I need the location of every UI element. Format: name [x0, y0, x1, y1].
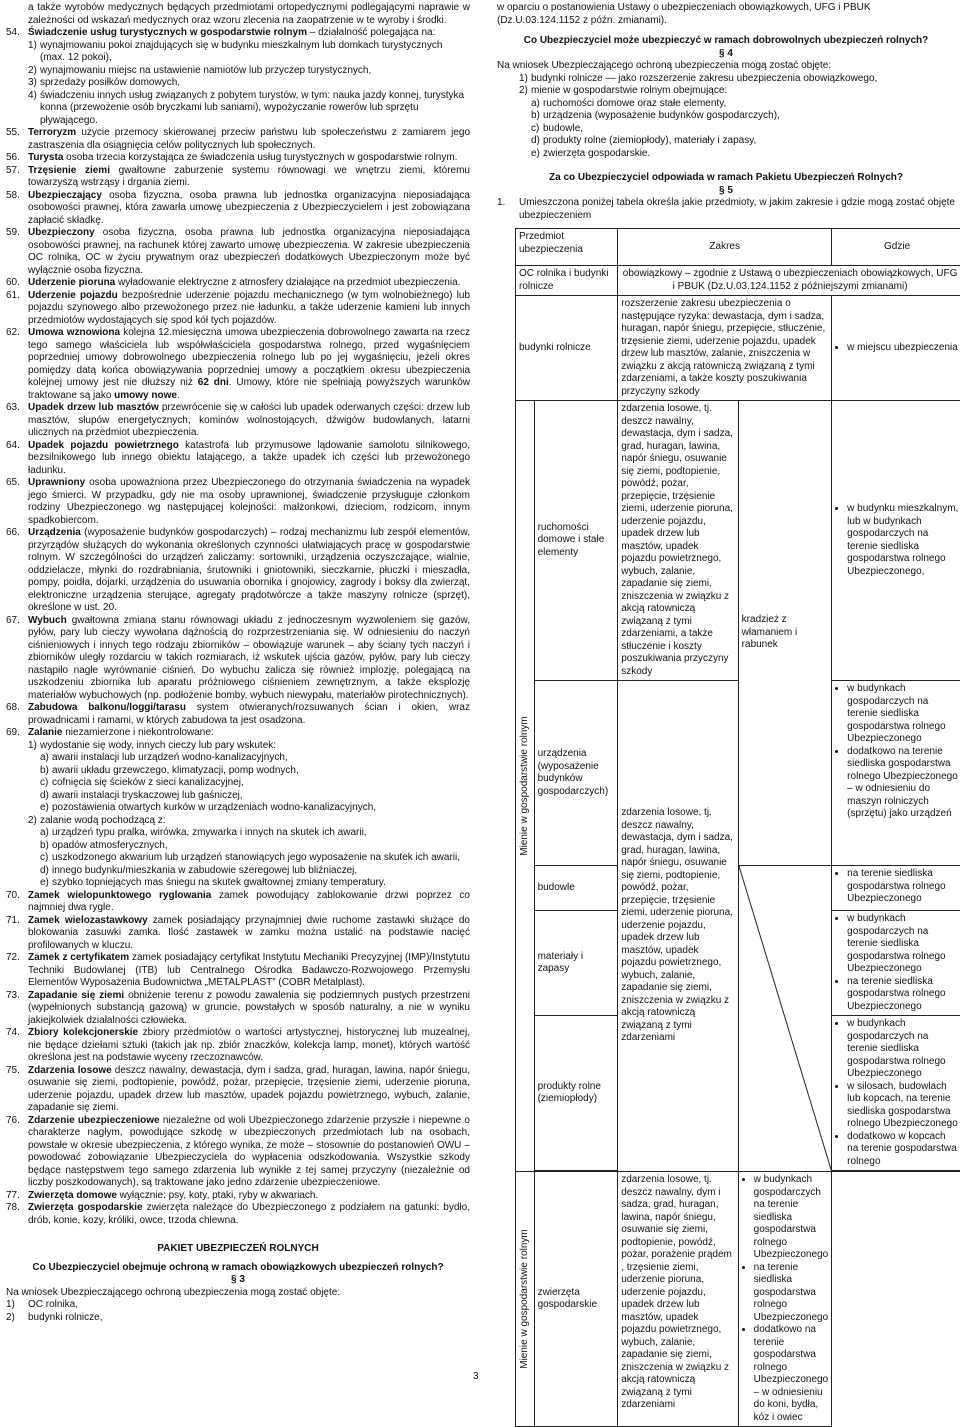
paragraph-text: Na wniosek Ubezpieczającego ochroną ubezpieczenia mogą zostać objęte:	[6, 1287, 470, 1300]
definition-75: 75. Zdarzenia losowe deszcz nawalny, dewastacja, dym i sadza, grad, huragan, lawina, napór śniegu, osuwanie się ziemi, podtopienie, powódź, pożar, przepięcie, trzęsienie ziemi, uderzenie pioruna, uderzenie pojazdu, upadek drzew lub masztów, upadek pojazdu powietrznego, wybuch, zalanie, zapadanie się ziemi.	[6, 1065, 470, 1115]
question-heading: Co Ubezpieczyciel może ubezpieczyć w ramach dobrowolnych ubezpieczeń rolnych?	[497, 35, 955, 48]
table-cell: obowiązkowy – zgodnie z Ustawą o ubezpieczeniach obowiązkowych, UFG i PBUK (Dz.U.03.124.1152 z późniejszymi zmianami)	[618, 266, 960, 296]
list-item: 1) OC rolnika,	[6, 1299, 470, 1312]
paragraph-item: 1. Umieszczona poniżej tabela określa jakie przedmioty, w jakim zakresie i gdzie mogą zostać objęte ubezpieczeniem	[497, 197, 955, 222]
list-subitem: e) zwierzęta gospodarskie.	[497, 148, 955, 161]
definition-53-continuation: a także wyrobów medycznych będących przedmiotami ortopedycznymi podlegającymi naprawie w zależności od wskazań medycznych oraz wzoru zlecenia na zaopatrzenie w te wyroby i środki.	[6, 2, 470, 27]
diagonal-cell	[738, 866, 832, 1172]
paragraph-number: § 5	[497, 185, 955, 198]
definition-63: 63. Upadek drzew lub masztów przewrócenie się w całości lub upadek oderwanych części: drzew lub masztów, słupów energetycznych, kominów wolnostojących, dźwigów budowlanych, latarni ulicznych na przedmiot ubezpieczenia.	[6, 402, 470, 440]
paragraph-text: w oparciu o postanowienia Ustawy o ubezpieczeniach obowiązkowych, UFG i PBUK (Dz.U.03.124.1152 z późn. zmianami).	[497, 2, 955, 27]
definition-57: 57. Trzęsienie ziemi gwałtowne zaburzenie systemu równowagi we wnętrzu ziemi, któremu towarzyszą wstrząsy i drgania ziemi.	[6, 165, 470, 190]
definition-73: 73. Zapadanie się ziemi obniżenie terenu z powodu zawalenia się podziemnych pustych przestrzeni (wypełnionych substancją gazową) w gruncie, powstałych w sposób naturalny, a nie w wyniku jakiejkolwiek działalności człowieka.	[6, 990, 470, 1028]
table-cell: • w budynkach gospodarczych na terenie siedliska gospodarstwa rolnego Ubezpieczonego • na terenie siedliska gospodarstwa rolnego Ubezpieczonego	[832, 911, 960, 1016]
definition-72: 72. Zamek z certyfikatem zamek posiadający certyfikat Instytutu Mechaniki Precyzyjnej (IMP)/Instytutu Techniki Budowlanej (ITB) lub Centralnego Ośrodka Badawczo-Rozwojowego Przemysłu Elementów Wyposażenia Budownictwa „METALPLAST” (COBR Metalplast).	[6, 952, 470, 990]
list-item: 1) budynki rolnicze — jako rozszerzenie zakresu ubezpieczenia obowiązkowego,	[497, 73, 955, 86]
table-row	[516, 681, 960, 866]
definition-62: 62. Umowa wznowiona kolejna 12.miesięczna umowa ubezpieczenia dobrowolnego zawarta na rzecz tego samego właściciela lub współwłaściciela gospodarstwa rolnego, przed wygaśnięciem poprzedniej umowy dobrowolnego ubezpieczenia rolnego lub po jej wygaśnięciu, jeżeli okres pomiędzy datą końca obowiązywania poprzedniej umowy a początkiem okresu ubezpieczenia kolejnej umowy jest nie dłuższy niż 62 dni. Umowy, które nie spełniają powyższych warunków traktowane są jako umowy nowe.	[6, 327, 470, 402]
table-cell: • w budynkach gospodarczych na terenie siedliska gospodarstwa rolnego Ubezpieczonego • na terenie siedliska gospodarstwa rolnego Ubezpieczonego • dodatkowo na terenie gospodarstwa rolnego Ubezpieczonego – w odniesieniu do koni, bydła, kóz i owiec	[738, 1172, 832, 1427]
table-cell: materiały i zapasy	[534, 911, 618, 1016]
definition-55: 55. Terroryzm użycie przemocy skierowanej przeciw państwu lub społeczeństwu z zamiarem jego zastraszenia dla osiągnięcia celów politycznych lub społecznych.	[6, 127, 470, 152]
definition-64: 64. Upadek pojazdu powietrznego katastrofa lub przymusowe lądowanie samolotu silnikowego, bezsilnikowego lub innego obiektu latającego, a także upadek ich części lub przewożonego ładunku.	[6, 440, 470, 478]
coverage-table	[515, 228, 960, 1427]
definition-61: 61. Uderzenie pojazdu bezpośrednie uderzenie pojazdu mechanicznego (w tym wolnobieżnego) lub pojazdu szynowego albo przewożonego przez nie ładunku, a także uderzenie kamieni lub innych przedmiotów wydostających się spod kół tych pojazdów.	[6, 290, 470, 328]
definition-69-item: 2) zalanie wodą pochodzącą z:	[6, 815, 470, 828]
right-column	[497, 2, 955, 1427]
table-cell: • na terenie siedliska gospodarstwa rolnego Ubezpieczonego	[832, 866, 960, 911]
table-cell: rozszerzenie zakresu ubezpieczenia o następujące ryzyka: dewastacja, dym i sadza, huragan, napór śniegu, przepięcie, stłuczenie, trzęsienie ziemi, uderzenie pojazdu, upadek drzew lub masztów, zalanie, zniszczenia w związku z akcją ratowniczą związaną z tymi zdarzeniami, a także koszty poszukiwania przyczyny szkody	[618, 296, 832, 401]
definition-67: 67. Wybuch gwałtowna zmiana stanu równowagi układu z jednoczesnym wyzwoleniem się gazów, pyłów, pary lub cieczy wywołana dążnością do rozprzestrzeniania się. W odniesieniu do naczyń ciśnieniowych i innych tego rodzaju zbiorników – obowiązuje warunek – aby ściany tych naczyń i zbiorników uległy rozdarciu w takich rozmiarach, iż wskutek ujścia gazów, pyłów, pary lub cieczy nastąpiło nagłe wyrównanie ciśnień. Do wybuchu zalicza się również implozję, polegającą na uszkodzeniu zbiornika lub aparatu próżniowego ciśnieniem zewnętrznym, a także eksplozję materiałów wybuchowych (np. podłożenie bomby, wybuch niewypału, materiałów pirotechnicznych).	[6, 615, 470, 703]
table-row	[516, 1172, 960, 1427]
definition-71: 71. Zamek wielozastawkowy zamek posiadający przynajmniej dwie ruchome zastawki służące do blokowania zasuwki zamka. Ilość zastawek w zamku można ustalić na podstawie nacięć profilowanych w kluczu.	[6, 915, 470, 953]
definition-69-subitem: d) innego budynku/mieszkania w zabudowie szeregowej lub bliźniaczej,	[6, 865, 470, 878]
definition-68: 68. Zabudowa balkonu/loggi/tarasu system otwieranych/rozsuwanych ścian i okien, wraz prowadnicami i ramami, w których zabudowa ta jest osadzona.	[6, 702, 470, 727]
definition-74: 74. Zbiory kolekcjonerskie zbiory przedmiotów o wartości artystycznej, historycznej lub muzealnej, nie będące dziełami sztuki (takich jak np. zbiór znaczków, kolekcja lamp, monet), których wartość określona jest na podstawie wyceny rzeczoznawców.	[6, 1027, 470, 1065]
definition-69-subitem: c) uszkodzonego akwarium lub urządzeń stanowiących jego wyposażenie na skutek ich awarii,	[6, 852, 470, 865]
definition-66: 66. Urządzenia (wyposażenie budynków gospodarczych) – rodzaj mechanizmu lub zespół elementów, przyrządów służących do wykonania określonych czynności ułatwiających pracę w gospodarstwie rolnym. W szczególności do urządzeń zaliczamy: sortowniki, urządzenia oczyszczające, wialnie, oddzielacze, młynki do rozdrabniania, śrutowniki i gniotowniki, sieczkarnie, płuczki i mieszadła, pompy, poidła, dojarki, urządzenia do usuwania obornika i gnojowicy, zagrody i boksy dla zwierząt, elektroniczne urządzenia sterujące, agregaty prądotwórcze a także maszyny rolnicze (sprzęt), określone w ust. 20.	[6, 527, 470, 615]
question-heading: Co Ubezpieczyciel obejmuje ochroną w ramach obowiązkowych ubezpieczeń rolnych?	[6, 1262, 470, 1275]
definition-65: 65. Uprawniony osoba upoważniona przez Ubezpieczonego do otrzymania świadczenia na wypadek jego śmierci. W przypadku, gdy nie ma osoby uprawnionej, świadczenie przysługuje członkom rodziny Ubezpieczonego wg następującej kolejności: małżonkowi, dzieciom, rodzicom, innym spadkobiercom.	[6, 477, 470, 527]
table-cell: kradzież z włamaniem i rabunek	[738, 401, 832, 866]
table-cell: ruchomości domowe i stałe elementy	[534, 401, 618, 681]
table-cell: • w budynku mieszkalnym, lub w budynkach gospodarczych na terenie siedliska gospodarstwa rolnego Ubezpieczonego,	[832, 401, 960, 681]
definition-60: 60. Uderzenie pioruna wyładowanie elektryczne z atmosfery działające na przedmiot ubezpieczenia.	[6, 277, 470, 290]
definition-54-item: 3) sprzedaży posiłków domowych,	[6, 77, 470, 90]
table-cell: zwierzęta gospodarskie	[534, 1172, 618, 1427]
definition-54-item: 1) wynajmowaniu pokoi znajdujących się w budynku mieszkalnym lub domkach turystycznych (max. 12 pokoi),	[6, 40, 470, 65]
table-row	[516, 866, 960, 911]
table-row	[516, 266, 960, 296]
definition-58: 58. Ubezpieczający osoba fizyczna, osoba prawna lub jednostka organizacyjna nieposiadająca osobowości prawnej, która zawarła umowę ubezpieczenia z Ubezpieczycielem i jest zobowiązana zapłacić składkę.	[6, 190, 470, 228]
question-heading: Za co Ubezpieczyciel odpowiada w ramach Pakietu Ubezpieczeń Rolnych?	[497, 172, 955, 185]
list-subitem: d) produkty rolne (ziemiopłody), materiały i zapasy,	[497, 135, 955, 148]
table-cell: zdarzenia losowe, tj. deszcz nawalny, dewastacja, dym i sadza, grad, huragan, lawina, napór śniegu, osuwanie się ziemi, podtopienie, powódź, pożar, przepięcie, trzęsienie ziemi, uderzenie pioruna, uderzenie pojazdu, upadek drzew lub masztów, upadek pojazdu powietrznego, wybuch, zalanie, zapadanie się ziemi, zniszczenia w związku z akcją ratowniczą związaną z tymi zdarzeniami	[618, 681, 738, 1172]
definition-54: 54. Świadczenie usług turystycznych w gospodarstwie rolnym – działalność polegająca na:	[6, 27, 470, 40]
vertical-label: Mienie w gospodarstwie rolnym	[516, 401, 535, 1172]
table-cell: zdarzenia losowe, tj. deszcz nawalny, dym i sadza, grad, huragan, lawina, napór śniegu, osuwanie się ziemi, podtopienie, powódź, pożar, porażenie prądem , trzęsienie ziemi, uderzenie pioruna, uderzenie pojazdu, upadek drzew lub masztów, upadek pojazdu powietrznego, wybuch, zalanie, zapadanie się ziemi, zniszczenia w związku z akcją ratowniczą związaną z tymi zdarzeniami	[618, 1172, 738, 1427]
table-cell: produkty rolne (ziemiopłody)	[534, 1016, 618, 1171]
table-cell: • w budynkach gospodarczych na terenie siedliska gospodarstwa rolnego Ubezpieczonego • w silosach, budowlach lub kopcach, na terenie siedliska gospodarstwa rolnego Ubezpieczonego • dodatkowo w kopcach na terenie gospodarstwa rolnego	[832, 1016, 960, 1171]
definition-59: 59. Ubezpieczony osoba fizyczna, osoba prawna lub jednostka organizacyjna nieposiadająca osobowości prawnej, na rachunek której zawarto umowę ubezpieczenia. W zakresie ubezpieczenia OC rolnika, OC w życiu prywatnym oraz ubezpieczeń dodatkowych Ubezpieczonym może być wyłącznie osoba fizyczna.	[6, 227, 470, 277]
definition-69-subitem: b) awarii układu grzewczego, klimatyzacji, pomp wodnych,	[6, 765, 470, 778]
list-subitem: a) ruchomości domowe oraz stałe elementy,	[497, 98, 955, 111]
paragraph-text: Na wniosek Ubezpieczającego ochroną ubezpieczenia mogą zostać objęte:	[497, 60, 955, 73]
definition-69-subitem: b) opadów atmosferycznych,	[6, 840, 470, 853]
table-cell: budynki rolnicze	[516, 296, 618, 401]
definition-76: 76. Zdarzenie ubezpieczeniowe niezależne od woli Ubezpieczonego zdarzenie przyszłe i niepewne o charakterze nagłym, powodujące szkodę w ubezpieczonych przedmiotach lub na osobach, powstałe w okresie ubezpieczenia, z którego wynika, że może – stosownie do postanowień OWU – powodować zobowiązanie Ubezpieczyciela do wypłacenia odszkodowania. Wszystkie szkody będące następstwem tego samego zdarzenia lub wynikłe z tej samej przyczyny (niezależnie od liczby poszkodowanych), są traktowane jako jedno zdarzenie ubezpieczeniowe.	[6, 1115, 470, 1190]
table-header-row	[516, 229, 960, 266]
table-cell: • w budynkach gospodarczych na terenie siedliska gospodarstwa rolnego Ubezpieczonego • dodatkowo na terenie siedliska gospodarstwa rolnego Ubezpieczonego – w odniesieniu do maszyn rolniczych (sprzętu) jako urządzeń	[832, 681, 960, 866]
table-row	[516, 296, 960, 401]
definition-69-subitem: e) pozostawienia otwartych kurków w urządzeniach wodno-kanalizacyjnych,	[6, 802, 470, 815]
definition-69-subitem: a) urządzeń typu pralka, wirówka, zmywarka i innych na skutek ich awarii,	[6, 827, 470, 840]
list-item: 2) mienie w gospodarstwie rolnym obejmujące:	[497, 85, 955, 98]
definition-54-item: 2) wynajmowaniu miejsc na ustawienie namiotów lub przyczep turystycznych,	[6, 65, 470, 78]
list-item: 2) budynki rolnicze,	[6, 1312, 470, 1325]
table-header-zakres: Zakres	[618, 229, 832, 266]
definition-56: 56. Turysta osoba trzecia korzystająca ze świadczenia usług turystycznych w gospodarstwie rolnym.	[6, 152, 470, 165]
definition-69-subitem: a) awarii instalacji lub urządzeń wodno-kanalizacyjnych,	[6, 752, 470, 765]
definition-69-subitem: d) awarii instalacji tryskaczowej lub gaśniczej,	[6, 790, 470, 803]
definition-69-subitem: c) cofnięcia się ścieków z sieci kanalizacyjnej,	[6, 777, 470, 790]
table-cell: • w miejscu ubezpieczenia	[832, 296, 960, 401]
table-cell: urządzenia (wyposażenie budynków gospodarczych)	[534, 681, 618, 866]
definition-69-item: 1) wydostanie się wody, innych cieczy lub pary wskutek:	[6, 740, 470, 753]
definition-70: 70. Zamek wielopunktowego ryglowania zamek powodujący zablokowanie drzwi poprzez co najmniej dwa rygle.	[6, 890, 470, 915]
page-number: 3	[473, 1371, 479, 1384]
left-column	[6, 2, 470, 1324]
list-subitem: b) urządzenia (wyposażenie budynków gospodarczych),	[497, 110, 955, 123]
definition-69-subitem: e) szybko topniejących mas śniegu na skutek gwałtownej zmiany temperatury.	[6, 877, 470, 890]
table-row	[516, 401, 960, 681]
definition-54-item: 4) świadczeniu innych usług związanych z pobytem turystów, w tym: nauka jazdy konnej, turystyka konna (przewożenie osób bryczkami lub saniami), wypożyczanie rowerów lub sprzętu pływającego.	[6, 90, 470, 128]
table-cell: zdarzenia losowe, tj. deszcz nawalny, dewastacja, dym i sadza, grad, huragan, lawina, napór śniegu, osuwanie się ziemi, podtopienie, powódź, pożar, przepięcie, trzęsienie ziemi, uderzenie pioruna, uderzenie pojazdu, upadek drzew lub masztów, upadek pojazdu powietrznego, wybuch, zalanie, zapadanie się ziemi, zniszczenia w związku z akcją ratowniczą związaną z tymi zdarzeniami, a także stłuczenie i koszty poszukiwania przyczyny szkody	[618, 401, 738, 681]
table-header-przedmiot: Przedmiot ubezpieczenia	[516, 229, 618, 266]
paragraph-number: § 4	[497, 48, 955, 61]
definition-78: 78. Zwierzęta gospodarskie zwierzęta należące do Ubezpieczonego z podziałem na gatunki: bydło, drób, konie, kozy, króliki, owce, trzoda chlewna.	[6, 1202, 470, 1227]
definition-69: 69. Zalanie niezamierzone i niekontrolowane:	[6, 727, 470, 740]
table-header-gdzie: Gdzie	[832, 229, 960, 266]
definition-77: 77. Zwierzęta domowe wyłącznie: psy, koty, ptaki, ryby w akwariach.	[6, 1190, 470, 1203]
list-subitem: c) budowle,	[497, 123, 955, 136]
paragraph-number: § 3	[6, 1274, 470, 1287]
vertical-label: Mienie w gospodarstwie rolnym	[516, 1172, 535, 1427]
table-cell: budowle	[534, 866, 618, 911]
table-cell: OC rolnika i budynki rolnicze	[516, 266, 618, 296]
section-title-pakiet: PAKIET UBEZPIECZEŃ ROLNYCH	[6, 1243, 470, 1256]
